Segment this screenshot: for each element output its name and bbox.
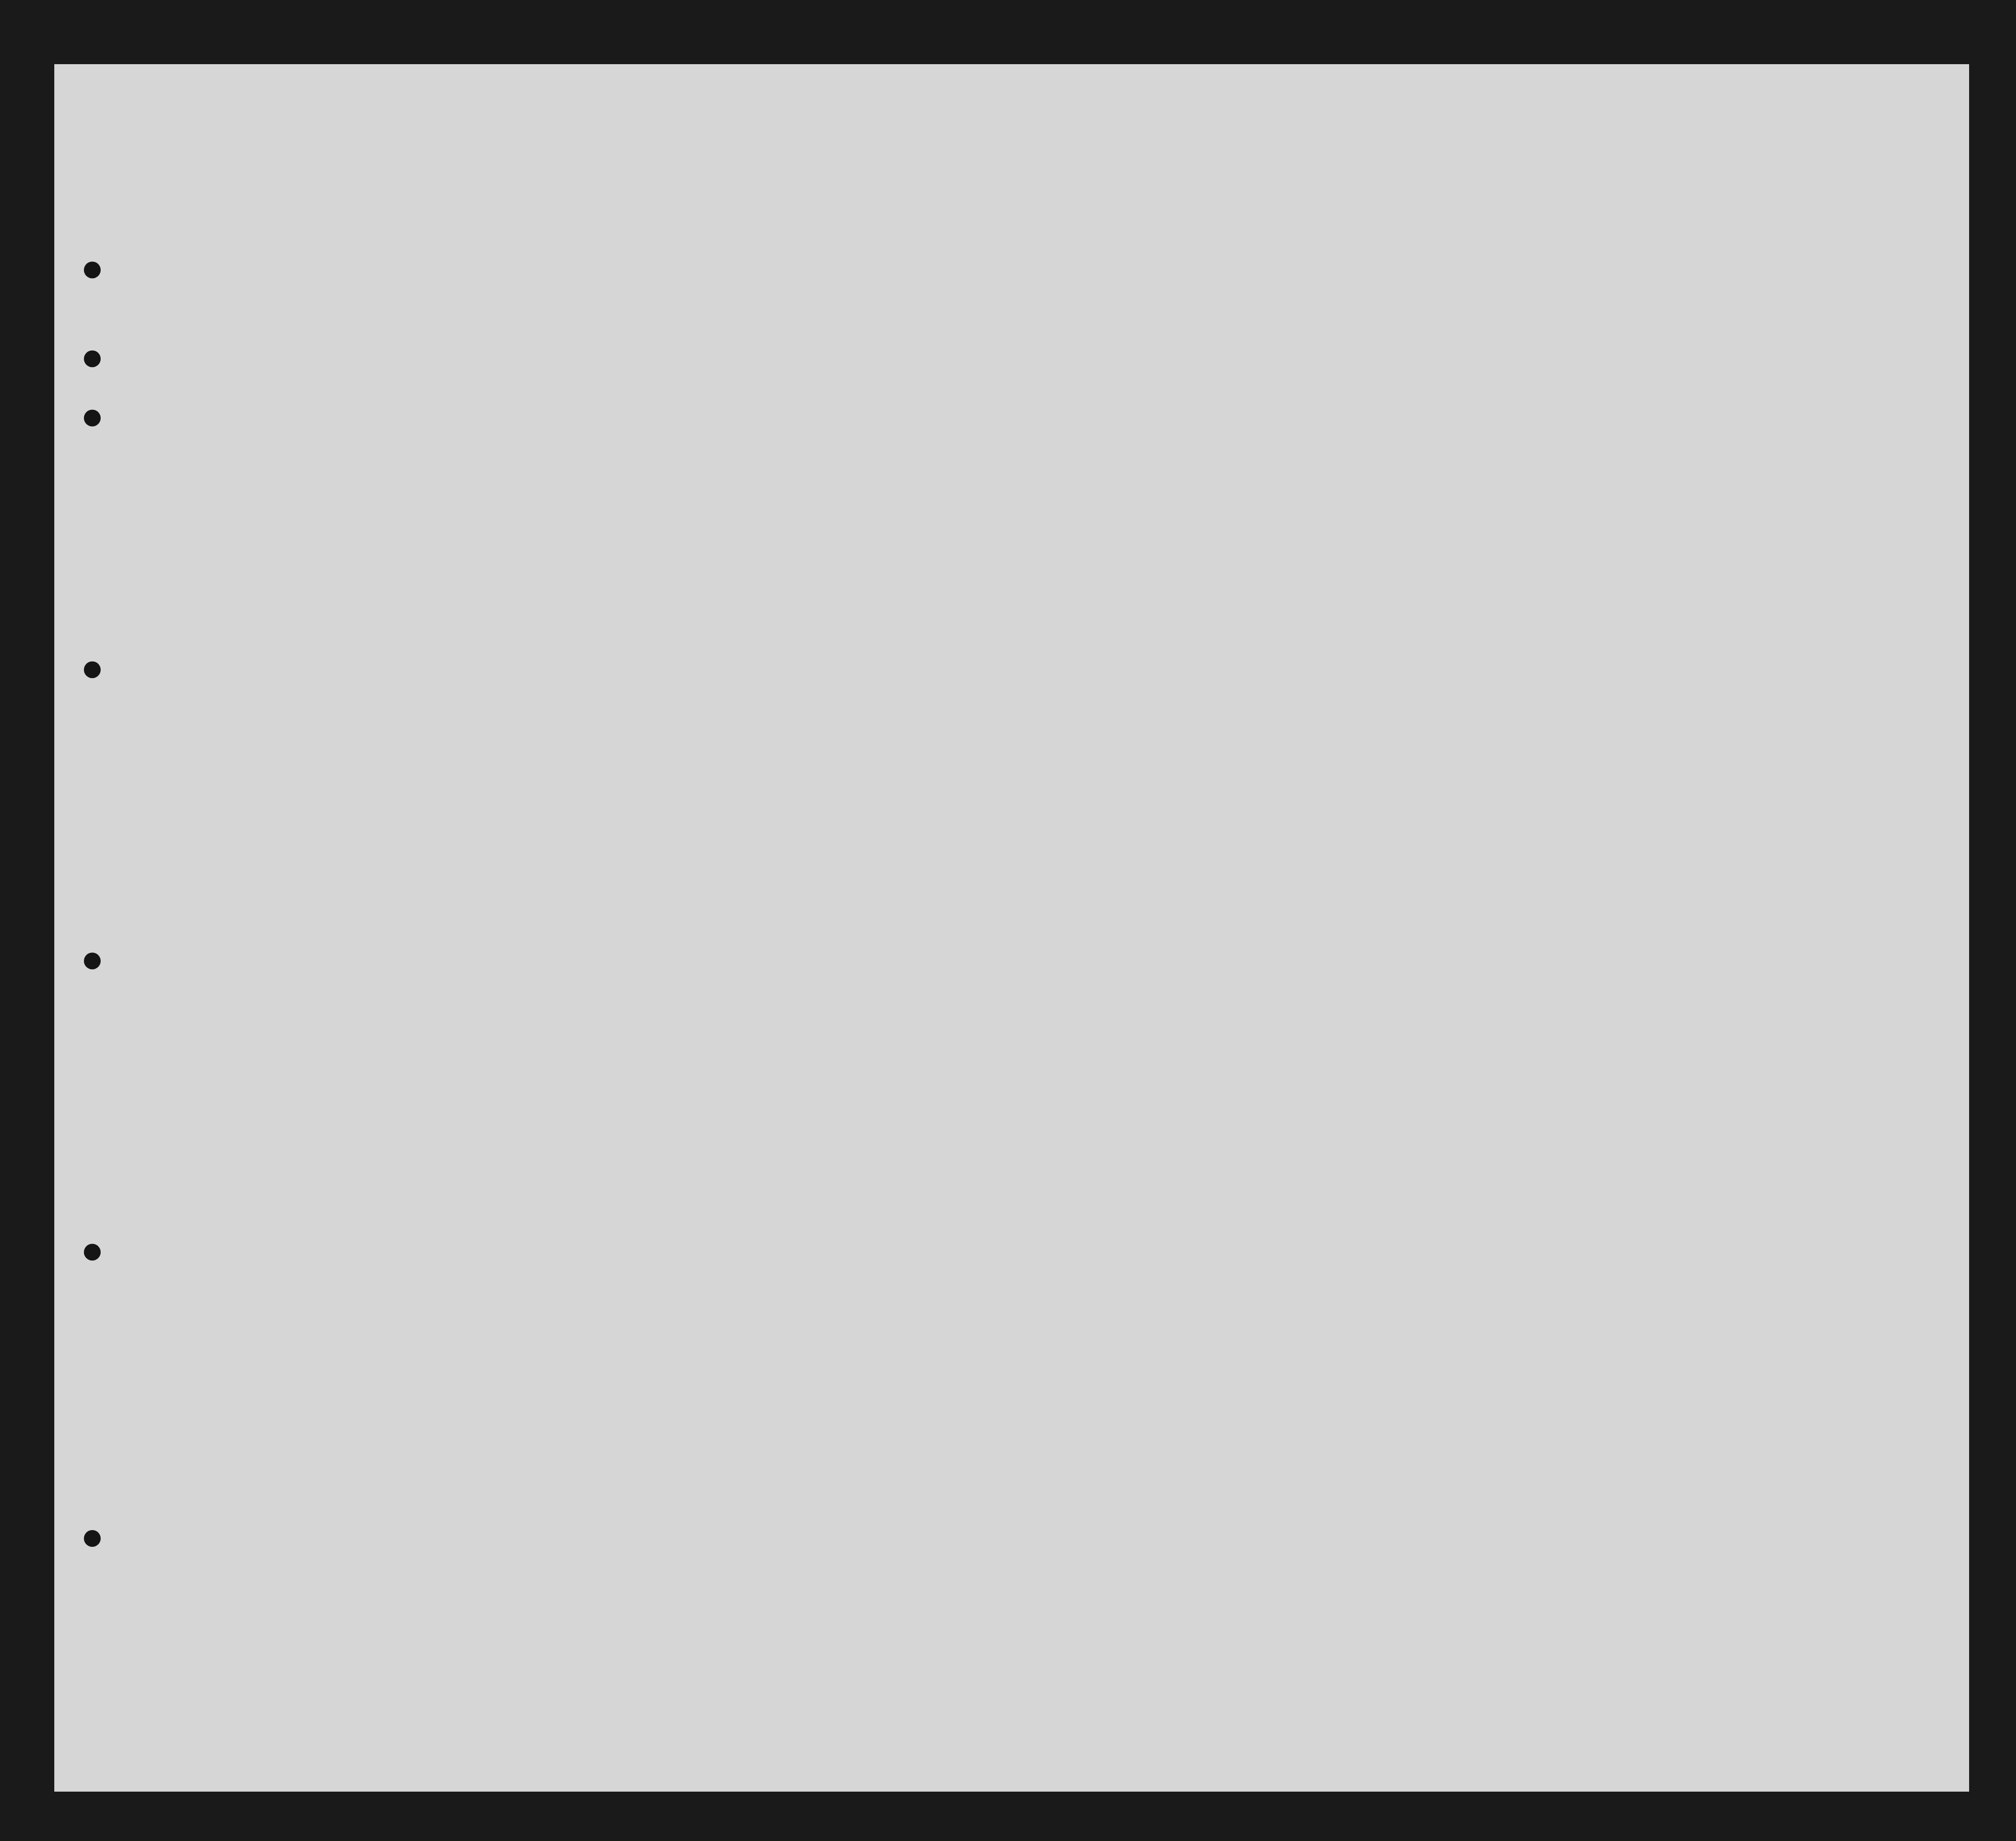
manifest-sheet <box>54 64 1969 1792</box>
passenger-rows <box>54 533 1969 1683</box>
column-headers <box>54 380 1969 528</box>
column-number-row <box>54 355 1969 380</box>
